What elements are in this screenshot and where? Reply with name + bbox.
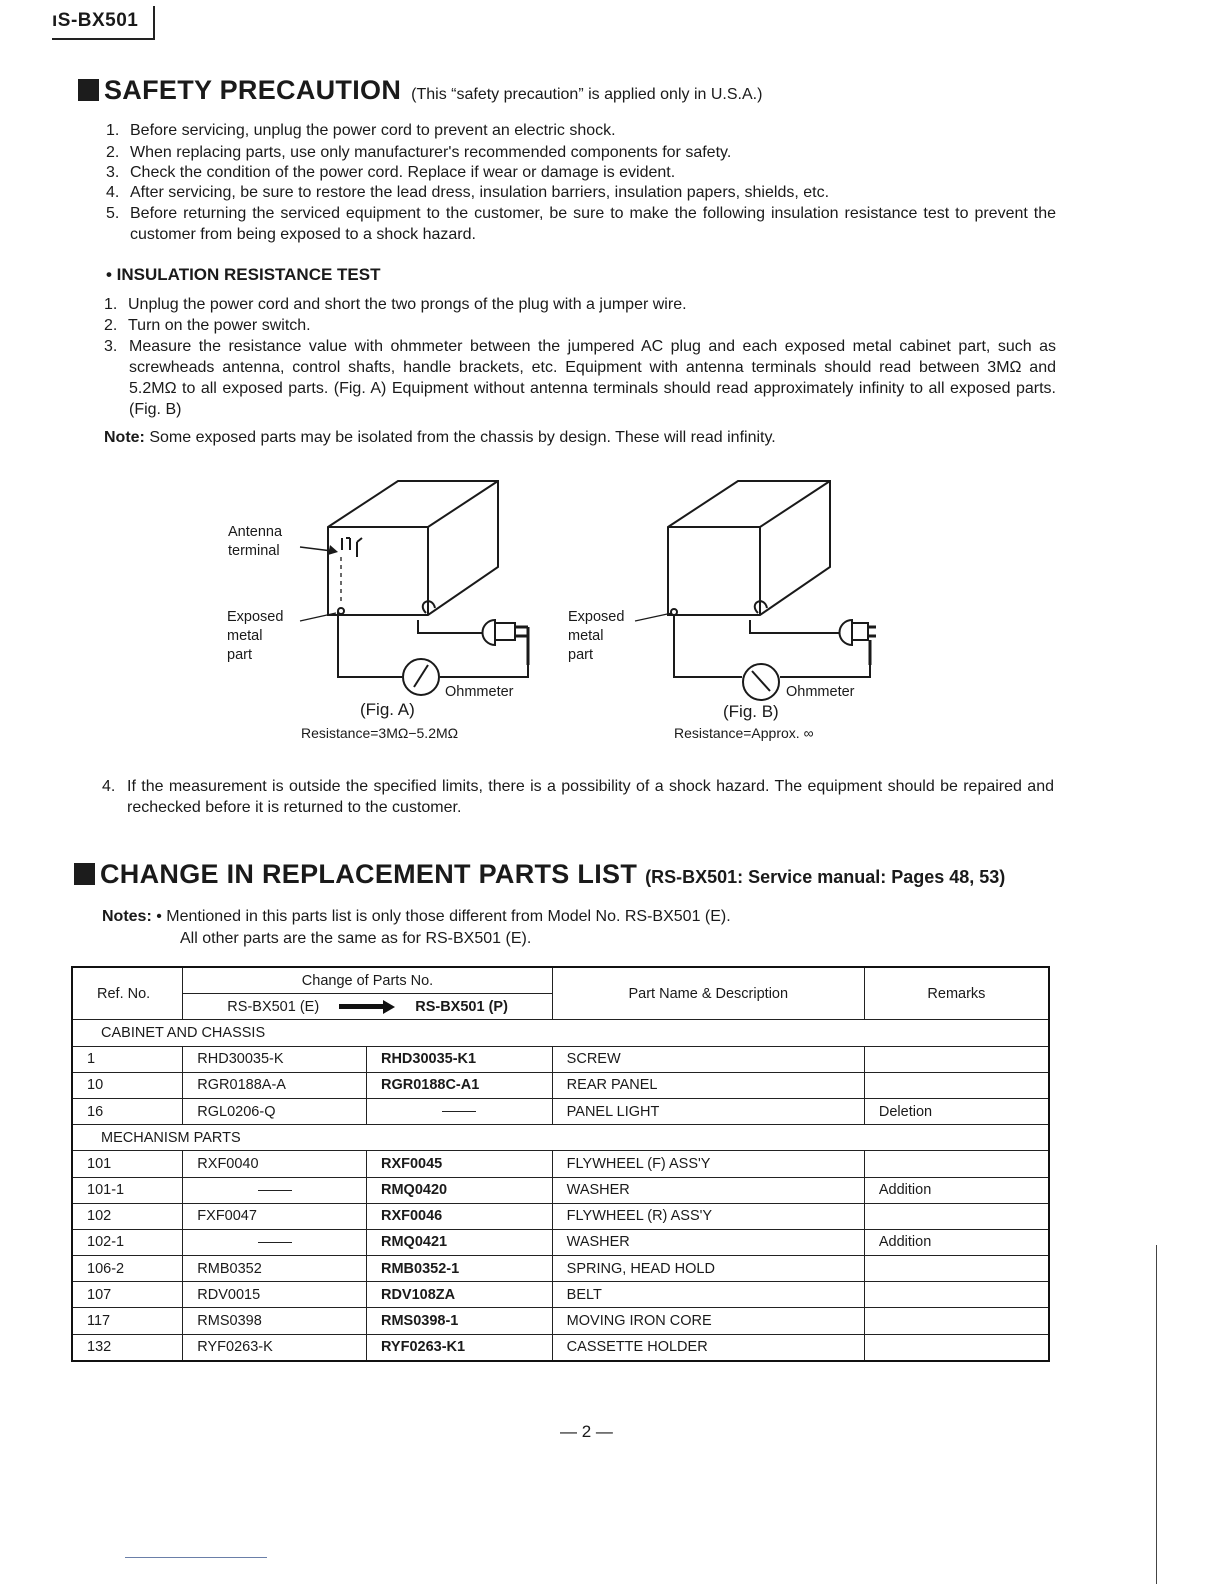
table-group-row: CABINET AND CHASSIS <box>72 1020 1049 1046</box>
model-tag: ıS-BX501 <box>52 10 139 31</box>
parts-title: CHANGE IN REPLACEMENT PARTS LIST <box>100 859 638 889</box>
header-ref: Ref. No. <box>72 967 183 1020</box>
figure-a-antenna-label: Antenna terminal <box>228 524 283 559</box>
header-remarks: Remarks <box>864 967 1049 1020</box>
figure-b-caption: (Fig. B) <box>723 702 779 721</box>
table-row: 101 RXF0040 RXF0045 FLYWHEEL (F) ASS'Y <box>72 1151 1049 1177</box>
header-from-to <box>183 994 552 1020</box>
table-row: 132 RYF0263-K RYF0263-K1 CASSETTE HOLDER <box>72 1334 1049 1361</box>
insulation-heading: • INSULATION RESISTANCE TEST <box>106 265 381 284</box>
arrow-right-icon <box>339 1004 383 1009</box>
bottom-rule <box>125 1557 267 1558</box>
table-header-row <box>72 967 1049 994</box>
figure-a-ohmmeter-label: Ohmmeter <box>445 684 514 700</box>
safety-item: 5. Before returning the serviced equipment to the customer, be sure to make the following insulation resistance test to prevent the customer from being exposed to a shock hazard. <box>106 205 1056 243</box>
figure-a-exposed-label: Exposed metal part <box>227 609 284 663</box>
table-group-row: MECHANISM PARTS <box>72 1125 1049 1151</box>
binding-edge-rule <box>1156 1245 1157 1584</box>
table-row: 101-1 RMQ0420 WASHER Addition <box>72 1177 1049 1203</box>
figure-b-resistance: Resistance=Approx. ∞ <box>674 725 814 741</box>
header-from: RS-BX501 (E) <box>227 998 320 1015</box>
header-change: Change of Parts No. <box>183 967 552 994</box>
figure-b-exposed-label: Exposed metal part <box>568 609 625 663</box>
table-row: 106-2 RMB0352 RMB0352-1 SPRING, HEAD HOLD <box>72 1256 1049 1282</box>
dash-mark <box>442 1111 476 1112</box>
table-row: 10 RGR0188A-A RGR0188C-A1 REAR PANEL <box>72 1072 1049 1098</box>
table-row: 102-1 RMQ0421 WASHER Addition <box>72 1229 1049 1255</box>
dash-mark <box>258 1242 292 1243</box>
exposed-part-point <box>671 609 677 615</box>
cabinet-outline <box>328 481 498 615</box>
parts-subtitle: (RS-BX501: Service manual: Pages 48, 53) <box>645 867 1006 887</box>
parts-table <box>71 966 1050 1362</box>
page-number: — 2 — <box>560 1422 613 1441</box>
arrow-head-icon <box>383 1000 395 1014</box>
safety-item: 3. Check the condition of the power cord. Replace if wear or damage is evident. <box>106 164 676 181</box>
header-desc: Part Name & Description <box>552 967 864 1020</box>
figure-a-resistance: Resistance=3MΩ−5.2MΩ <box>301 725 459 741</box>
insulation-item: 1. Unplug the power cord and short the two prongs of the plug with a jumper wire. <box>104 296 687 313</box>
figure-b-diagram <box>630 475 890 705</box>
safety-item: 1. Before servicing, unplug the power cord to prevent an electric shock. <box>106 122 616 139</box>
parts-notes-line2: All other parts are the same as for RS-BX501 (E). <box>180 930 532 947</box>
insulation-item: 2. Turn on the power switch. <box>104 317 311 334</box>
safety-item: 2. When replacing parts, use only manufacturer's recommended components for safety. <box>106 144 732 161</box>
figure-a-diagram <box>290 475 550 705</box>
safety-title: SAFETY PRECAUTION <box>104 75 402 105</box>
antenna-terminal-icon <box>342 538 362 557</box>
parts-heading <box>74 859 1005 890</box>
insulation-item-4: 4. If the measurement is outside the specified limits, there is a possibility of a shock hazard. The equipment should be repaired and rechecked before it is returned to the customer. <box>102 778 1054 816</box>
parts-notes: Notes: • Mentioned in this parts list is only those different from Model No. RS-BX501 (E). <box>102 908 731 925</box>
table-row: 16 RGL0206-Q PANEL LIGHT Deletion <box>72 1098 1049 1124</box>
figure-a-caption: (Fig. A) <box>360 700 415 719</box>
lead-left <box>338 611 402 677</box>
cabinet-edges <box>328 481 498 615</box>
safety-subtitle: (This “safety precaution” is applied only in U.S.A.) <box>411 86 763 103</box>
model-tag-underline <box>52 38 155 40</box>
table-row: 102 FXF0047 RXF0046 FLYWHEEL (R) ASS'Y <box>72 1203 1049 1229</box>
section-square-icon <box>74 863 95 885</box>
dash-cell <box>183 1177 367 1203</box>
dash-cell <box>366 1098 552 1124</box>
table-row: 1 RHD30035-K RHD30035-K1 SCREW <box>72 1046 1049 1072</box>
dash-cell <box>183 1229 367 1255</box>
model-tag-rule <box>153 6 155 40</box>
figure-b-ohmmeter-label: Ohmmeter <box>786 684 855 700</box>
safety-heading <box>78 75 762 106</box>
table-row: 117 RMS0398 RMS0398-1 MOVING IRON CORE <box>72 1308 1049 1334</box>
table-row: 107 RDV0015 RDV108ZA BELT <box>72 1282 1049 1308</box>
safety-item: 4. After servicing, be sure to restore the lead dress, insulation barriers, insulation papers, shields, etc. <box>106 184 830 201</box>
header-to: RS-BX501 (P) <box>415 998 508 1015</box>
insulation-note: Note: Some exposed parts may be isolated from the chassis by design. These will read infinity. <box>104 429 776 446</box>
dash-mark <box>258 1190 292 1191</box>
section-square-icon <box>78 79 99 101</box>
insulation-item: 3. Measure the resistance value with ohmmeter between the jumpered AC plug and each exposed metal cabinet part, such as screwheads antenna, control shafts, handle brackets, etc. Equipment with antenna terminals should read between 3MΩ and 5.2MΩ to all exposed parts. (Fig. A) Equipment without antenna terminals should read approximately infinity to all exposed parts. (Fig. B) <box>104 338 1056 418</box>
